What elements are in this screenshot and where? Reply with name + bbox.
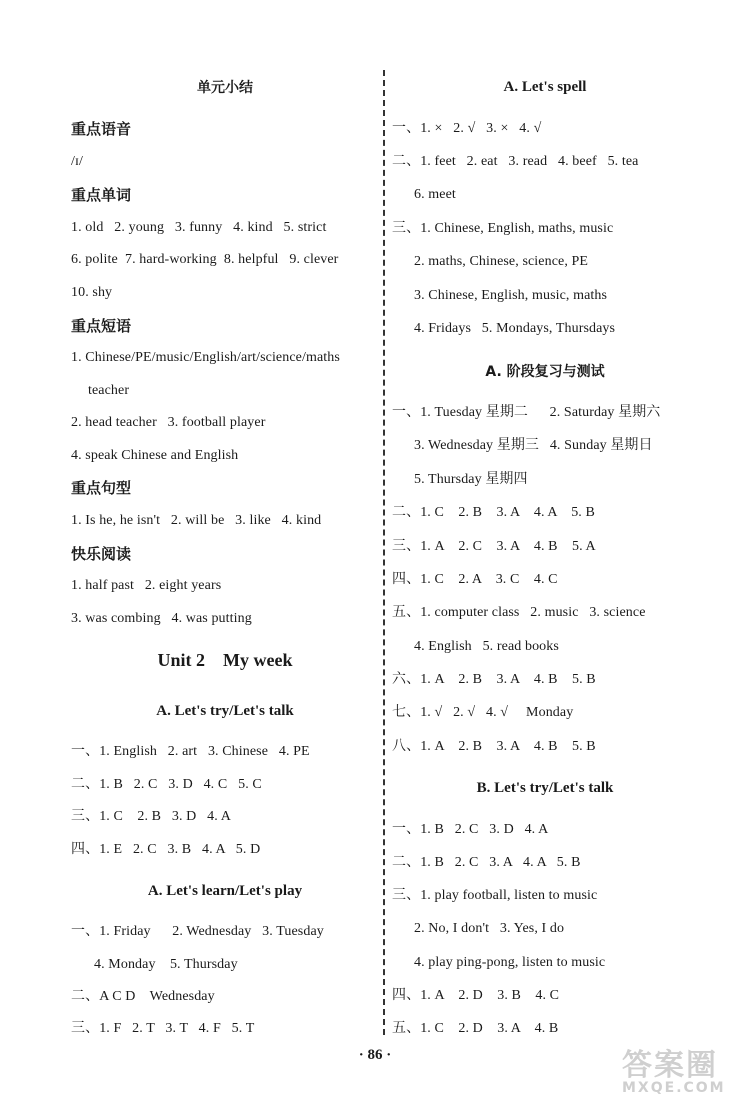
review-line-8: 八、1. A 2. B 3. A 4. B 5. B: [392, 739, 596, 754]
spell-line-3d: 4. Fridays 5. Mondays, Thursdays: [414, 321, 616, 336]
spell-line-3: 三、1. Chinese, English, maths, music: [392, 221, 614, 236]
phonics-heading: 重点语音: [71, 120, 132, 138]
phrases-heading: 重点短语: [71, 317, 132, 335]
a-learn-title: A. Let's learn/Let's play: [147, 883, 303, 899]
b-try-line-3: 三、1. play football, listen to music: [392, 888, 598, 903]
phrases-line-1: 1. Chinese/PE/music/English/art/science/maths: [71, 350, 340, 365]
reading-line-1: 1. half past 2. eight years: [71, 578, 222, 593]
a-learn-line-1: 一、1. Friday 2. Wednesday 3. Tuesday: [71, 924, 324, 939]
phrases-line-2: 2. head teacher 3. football player: [71, 415, 266, 430]
spell-line-1: 一、1. × 2. √ 3. × 4. √: [392, 121, 542, 136]
a-try-line-4: 四、1. E 2. C 3. B 4. A 5. D: [71, 842, 261, 857]
review-line-3: 三、1. A 2. C 3. A 4. B 5. A: [392, 539, 596, 554]
summary-title: 单元小结: [197, 80, 253, 96]
review-line-5: 五、1. computer class 2. music 3. science: [392, 605, 646, 620]
phrases-line-1b: teacher: [88, 383, 130, 398]
a-learn-line-3: 三、1. F 2. T 3. T 4. F 5. T: [71, 1021, 255, 1036]
b-try-line-5: 五、1. C 2. D 3. A 4. B: [392, 1021, 559, 1036]
b-try-line-4: 四、1. A 2. D 3. B 4. C: [392, 988, 560, 1003]
review-line-4: 四、1. C 2. A 3. C 4. C: [392, 572, 558, 587]
a-try-title: A. Let's try/Let's talk: [156, 703, 294, 719]
b-try-line-3c: 4. play ping-pong, listen to music: [414, 955, 606, 970]
spell-title: A. Let's spell: [503, 79, 587, 95]
reading-heading: 快乐阅读: [71, 545, 132, 563]
sentences-line-1: 1. Is he, he isn't 2. will be 3. like 4. kind: [71, 513, 322, 528]
b-try-line-2: 二、1. B 2. C 3. A 4. A 5. B: [392, 855, 581, 870]
a-learn-line-1b: 4. Monday 5. Thursday: [94, 957, 238, 972]
unit-title: Unit 2 My week: [157, 650, 293, 670]
watermark-url: MXQE.COM: [622, 1080, 726, 1096]
b-try-line-3b: 2. No, I don't 3. Yes, I do: [414, 921, 565, 936]
b-try-line-1: 一、1. B 2. C 3. D 4. A: [392, 822, 549, 837]
phonics-line: /ɪ/: [71, 154, 83, 169]
review-line-7: 七、1. √ 2. √ 4. √ Monday: [392, 705, 574, 720]
a-learn-line-2: 二、A C D Wednesday: [71, 989, 215, 1004]
words-heading: 重点单词: [71, 186, 132, 204]
spell-line-2: 二、1. feet 2. eat 3. read 4. beef 5. tea: [392, 154, 639, 169]
review-title: A. 阶段复习与测试: [485, 364, 605, 380]
a-try-line-2: 二、1. B 2. C 3. D 4. C 5. C: [71, 777, 262, 792]
page-number: · 86 ·: [358, 1047, 392, 1063]
review-line-2: 二、1. C 2. B 3. A 4. A 5. B: [392, 505, 595, 520]
phrases-line-3: 4. speak Chinese and English: [71, 448, 239, 463]
spell-line-3c: 3. Chinese, English, music, maths: [414, 288, 608, 303]
spell-line-3b: 2. maths, Chinese, science, PE: [414, 254, 589, 269]
words-line-2: 6. polite 7. hard-working 8. helpful 9. clever: [71, 252, 339, 267]
spell-line-2b: 6. meet: [414, 187, 456, 202]
review-line-5b: 4. English 5. read books: [414, 639, 559, 654]
words-line-3: 10. shy: [71, 285, 113, 300]
review-line-1: 一、1. Tuesday 星期二 2. Saturday 星期六: [392, 405, 661, 420]
site-watermark-logo: [618, 1050, 746, 1098]
review-line-1c: 5. Thursday 星期四: [414, 472, 528, 487]
b-try-title: B. Let's try/Let's talk: [476, 780, 614, 796]
watermark-text: 答案圈: [622, 1048, 718, 1083]
review-line-1b: 3. Wednesday 星期三 4. Sunday 星期日: [414, 438, 653, 453]
words-line-1: 1. old 2. young 3. funny 4. kind 5. strict: [71, 220, 327, 235]
sentences-heading: 重点句型: [71, 479, 132, 497]
a-try-line-1: 一、1. English 2. art 3. Chinese 4. PE: [71, 744, 310, 759]
reading-line-2: 3. was combing 4. was putting: [71, 611, 252, 626]
review-line-6: 六、1. A 2. B 3. A 4. B 5. B: [392, 672, 596, 687]
a-try-line-3: 三、1. C 2. B 3. D 4. A: [71, 809, 231, 824]
column-divider: [383, 70, 385, 1035]
